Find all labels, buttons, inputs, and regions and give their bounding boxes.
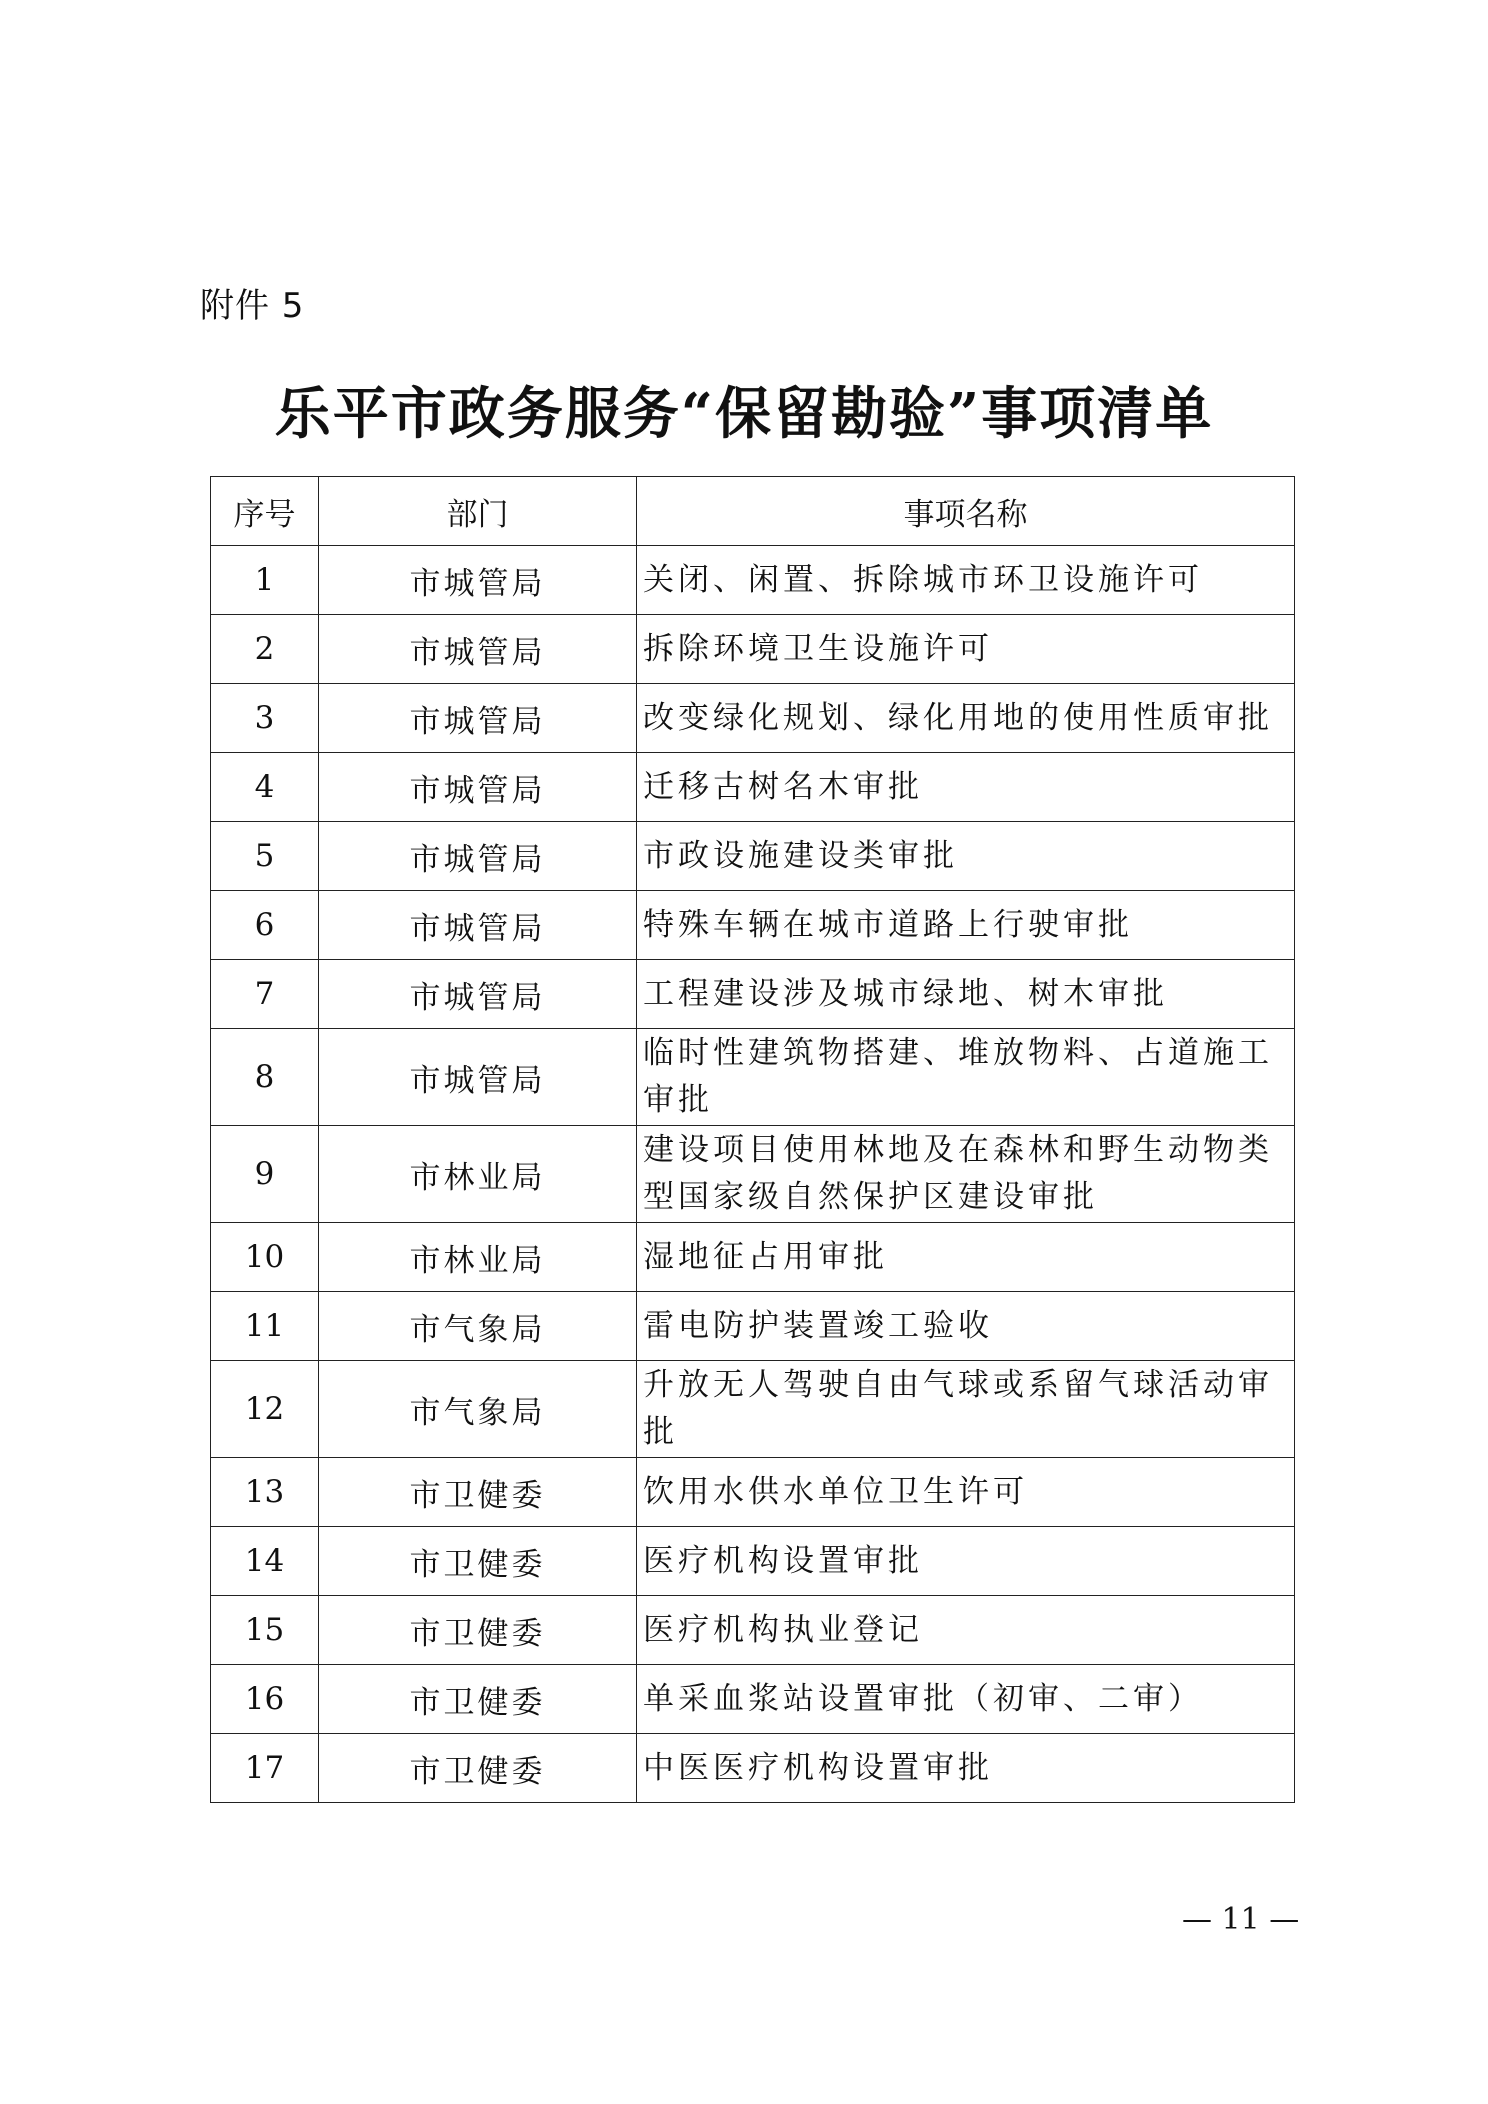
row-item: 饮用水供水单位卫生许可 — [637, 1458, 1295, 1527]
row-dept: 市气象局 — [319, 1361, 637, 1458]
table-row — [211, 684, 1295, 753]
row-no: 8 — [211, 1029, 319, 1126]
items-table — [210, 476, 1295, 1803]
row-no: 7 — [211, 960, 319, 1029]
row-dept: 市城管局 — [319, 546, 637, 615]
table-row — [211, 1292, 1295, 1361]
row-item: 关闭、闲置、拆除城市环卫设施许可 — [637, 546, 1295, 615]
row-item: 升放无人驾驶自由气球或系留气球活动审批 — [637, 1361, 1295, 1458]
row-dept: 市城管局 — [319, 1029, 637, 1126]
table-row — [211, 960, 1295, 1029]
row-item: 改变绿化规划、绿化用地的使用性质审批 — [637, 684, 1295, 753]
table-row — [211, 822, 1295, 891]
row-no: 16 — [211, 1665, 319, 1734]
header-item: 事项名称 — [637, 477, 1295, 546]
table-row — [211, 1458, 1295, 1527]
attachment-label: 附件 5 — [200, 286, 305, 326]
table-row — [211, 1223, 1295, 1292]
row-dept: 市城管局 — [319, 684, 637, 753]
table-row — [211, 891, 1295, 960]
row-no: 9 — [211, 1126, 319, 1223]
row-item: 中医医疗机构设置审批 — [637, 1734, 1295, 1803]
row-item: 拆除环境卫生设施许可 — [637, 615, 1295, 684]
table-row — [211, 1361, 1295, 1458]
row-no: 11 — [211, 1292, 319, 1361]
row-dept: 市城管局 — [319, 615, 637, 684]
row-dept: 市城管局 — [319, 891, 637, 960]
row-dept: 市城管局 — [319, 822, 637, 891]
row-item: 特殊车辆在城市道路上行驶审批 — [637, 891, 1295, 960]
row-item: 单采血浆站设置审批（初审、二审） — [637, 1665, 1295, 1734]
row-no: 3 — [211, 684, 319, 753]
header-dept: 部门 — [319, 477, 637, 546]
row-no: 6 — [211, 891, 319, 960]
row-item: 工程建设涉及城市绿地、树木审批 — [637, 960, 1295, 1029]
row-item: 雷电防护装置竣工验收 — [637, 1292, 1295, 1361]
table-row — [211, 1527, 1295, 1596]
row-no: 10 — [211, 1223, 319, 1292]
table-row — [211, 753, 1295, 822]
page-number: — 11 — — [1182, 1902, 1300, 1937]
row-no: 15 — [211, 1596, 319, 1665]
table-row — [211, 1596, 1295, 1665]
table-header-row — [211, 477, 1295, 546]
table-row — [211, 1665, 1295, 1734]
row-dept: 市卫健委 — [319, 1734, 637, 1803]
table-row — [211, 615, 1295, 684]
table-row — [211, 1029, 1295, 1126]
row-dept: 市卫健委 — [319, 1665, 637, 1734]
row-dept: 市气象局 — [319, 1292, 637, 1361]
row-dept: 市城管局 — [319, 960, 637, 1029]
row-no: 17 — [211, 1734, 319, 1803]
row-item: 临时性建筑物搭建、堆放物料、占道施工审批 — [637, 1029, 1295, 1126]
row-item: 建设项目使用林地及在森林和野生动物类型国家级自然保护区建设审批 — [637, 1126, 1295, 1223]
header-no: 序号 — [211, 477, 319, 546]
row-dept: 市卫健委 — [319, 1458, 637, 1527]
row-no: 1 — [211, 546, 319, 615]
row-no: 4 — [211, 753, 319, 822]
row-dept: 市城管局 — [319, 753, 637, 822]
row-item: 迁移古树名木审批 — [637, 753, 1295, 822]
table-row — [211, 1734, 1295, 1803]
row-item: 市政设施建设类审批 — [637, 822, 1295, 891]
row-dept: 市林业局 — [319, 1126, 637, 1223]
row-item: 医疗机构设置审批 — [637, 1527, 1295, 1596]
document-title: 乐平市政务服务“保留勘验”事项清单 — [274, 381, 1214, 447]
row-no: 14 — [211, 1527, 319, 1596]
row-dept: 市卫健委 — [319, 1596, 637, 1665]
row-dept: 市卫健委 — [319, 1527, 637, 1596]
row-dept: 市林业局 — [319, 1223, 637, 1292]
row-no: 12 — [211, 1361, 319, 1458]
row-item: 湿地征占用审批 — [637, 1223, 1295, 1292]
table-row — [211, 546, 1295, 615]
row-item: 医疗机构执业登记 — [637, 1596, 1295, 1665]
row-no: 2 — [211, 615, 319, 684]
row-no: 13 — [211, 1458, 319, 1527]
table-row — [211, 1126, 1295, 1223]
row-no: 5 — [211, 822, 319, 891]
